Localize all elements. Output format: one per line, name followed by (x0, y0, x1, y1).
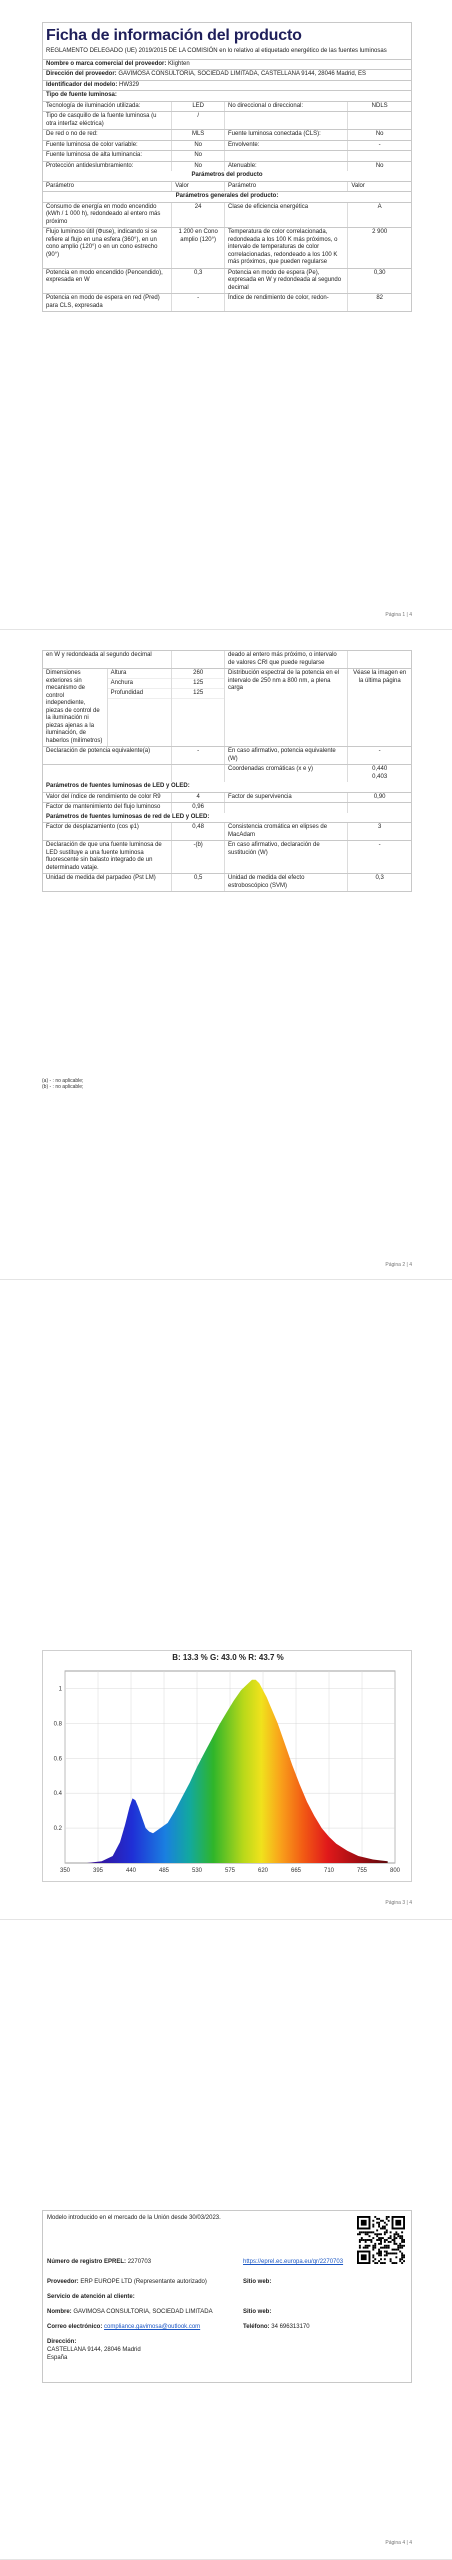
x-tick-label: 530 (191, 1868, 203, 1874)
type-row (43, 130, 411, 141)
param-label: En caso afirmativo, potencia equivalente (W) (225, 747, 348, 764)
param-label: Fuente luminosa conectada (CLS): (225, 130, 348, 140)
page-1 (0, 0, 452, 630)
light-source-type-label: Tipo de fuente luminosa: (43, 91, 411, 102)
param-value: MLS (172, 130, 225, 140)
net-params-title: Parámetros de fuentes luminosas de red de LED y OLED: (43, 813, 411, 824)
x-tick-label: 395 (92, 1868, 104, 1874)
x-tick-label: 710 (323, 1868, 335, 1874)
x-tick-label: 440 (125, 1868, 137, 1874)
net-param-row (43, 823, 411, 841)
param-value: LED (172, 102, 225, 112)
param-value: -(b) (172, 841, 225, 873)
param-value (348, 112, 411, 129)
param-value: 0,440 0,403 (372, 766, 388, 780)
dimension-values (172, 669, 225, 746)
equivalent-param-row (43, 765, 411, 782)
param-label: No direccional o direccional: (225, 102, 348, 112)
param-value (348, 803, 411, 813)
param-label: Declaración de potencia equivalente(a) (43, 747, 172, 764)
address-line-1: CASTELLANA 9144, 28046 Madrid (47, 2347, 141, 2353)
page-number-2: Página 2 | 4 (385, 1262, 412, 1268)
param-label: Potencia en modo de espera (Pe), expresada en W y redondeada al segundo decimal (225, 269, 348, 294)
params-header-row (43, 182, 411, 193)
params-continued (42, 650, 412, 892)
general-params-table (43, 203, 411, 312)
equivalent-param-row (43, 747, 411, 765)
param-label: Tipo de casquillo de la fuente luminosa (u otra interfaz eléctrica) (43, 112, 172, 129)
led-params-table (43, 793, 411, 813)
param-label: Unidad de medida del parpadeo (Pst LM) (43, 874, 172, 891)
param-value: 0,3 (172, 269, 225, 294)
spd-label: Distribución espectral de la potencia en el intervalo de 250 nm a 800 nm, a plena carga (225, 669, 348, 746)
params-section-title: Parámetros del producto (43, 171, 411, 182)
param-value: 0,96 (172, 803, 225, 813)
type-row (43, 151, 411, 162)
x-tick-label: 800 (389, 1868, 401, 1874)
param-label: Envolvente: (225, 141, 348, 151)
param-value: 24 (172, 203, 225, 228)
registry-box (42, 2210, 412, 2383)
page-number-3: Página 3 | 4 (385, 1900, 412, 1906)
param-label: Fuente luminosa de alta luminancia: (43, 151, 172, 161)
type-row (43, 162, 411, 172)
param-value: 82 (376, 295, 383, 301)
footnote-b: (b) - : no aplicable; (42, 1084, 84, 1091)
type-table (43, 102, 411, 172)
led-param-row (43, 793, 411, 804)
param-label: Clase de eficiencia energética (225, 203, 348, 228)
param-value: - (378, 141, 381, 148)
led-params-title: Parámetros de fuentes luminosas de LED y OLED: (43, 782, 411, 793)
standby-cont-label: en W y redondeada al segundo decimal (43, 651, 172, 668)
name-value: GAVIMOSA CONSULTORIA, SOCIEDAD LIMITADA (73, 2309, 213, 2315)
supplier-name-value: Klighten (168, 60, 190, 67)
param-label: De red o no de red: (43, 130, 172, 140)
page-title: Ficha de información del producto (46, 27, 302, 44)
page-number-1: Página 1 | 4 (385, 612, 412, 618)
param-label: Atenuable: (225, 162, 348, 172)
general-param-row (43, 228, 411, 269)
param-value: No (172, 162, 225, 172)
dimension-name: Altura (108, 669, 172, 679)
standby-continued-row (43, 651, 411, 669)
y-tick-label: 0.2 (53, 1826, 62, 1833)
dimension-value: 260 (172, 669, 224, 679)
chart-svg (43, 1651, 413, 1883)
param-label: Consistencia cromática en elipses de MacAdam (225, 823, 348, 840)
general-param-row (43, 203, 411, 229)
param-value (172, 765, 225, 782)
qr-code-icon[interactable] (357, 2216, 405, 2264)
y-tick-label: 1 (58, 1686, 62, 1693)
param-label: Valor del índice de rendimiento de color R9 (43, 793, 172, 803)
param-value: - (172, 294, 225, 311)
web-label-2: Sitio web: (243, 2309, 272, 2315)
param-value: / (172, 112, 225, 129)
col-param-header: Parámetro (43, 182, 172, 192)
param-value: 0,3 (375, 875, 384, 881)
chart-title: B: 13.3 % G: 43.0 % R: 43.7 % (172, 1653, 284, 1662)
supplier-name-label: Nombre o marca comercial del proveedor: (46, 60, 167, 67)
product-info-sheet (42, 22, 412, 312)
param-label: Temperatura de color correlacionada, redondeada a los 100 K más próximos, o intervalo de temperaturas de color correlacionadas, redondeado a los 100 K más próximos, que pueden regularse (225, 228, 348, 268)
x-tick-label: 665 (290, 1868, 302, 1874)
param-label: Coordenadas cromáticas (x e y) (225, 765, 348, 782)
web-label-1: Sitio web: (243, 2279, 272, 2285)
address-line-2: España (47, 2355, 68, 2361)
address-label: Dirección: (47, 2339, 77, 2345)
net-param-row (43, 841, 411, 874)
param-value (348, 151, 411, 161)
param-value: - (378, 842, 381, 848)
led-param-row (43, 803, 411, 813)
net-param-row (43, 874, 411, 891)
type-row (43, 102, 411, 113)
provider-value: ERP EUROPE LTD (Representante autorizado) (80, 2279, 207, 2285)
page-number-4: Página 4 | 4 (385, 2540, 412, 2546)
y-tick-label: 0.8 (53, 1721, 62, 1728)
net-params-table (43, 823, 411, 891)
param-label (43, 765, 172, 782)
dimension-name: Anchura (108, 679, 172, 689)
param-label: Factor de desplazamiento (cos φ1) (43, 823, 172, 840)
param-value: - (172, 747, 225, 764)
service-label: Servicio de atención al cliente: (47, 2294, 135, 2300)
provider-label: Proveedor: (47, 2279, 79, 2285)
param-label: Consumo de energía en modo encendido (kWh / 1 000 h), redondeado al entero más próximo (43, 203, 172, 228)
x-tick-label: 485 (158, 1868, 170, 1874)
param-value: No (375, 162, 384, 169)
param-value: No (375, 131, 384, 137)
dimension-value: 125 (172, 689, 224, 699)
model-id-value: HW329 (119, 81, 140, 88)
footnote-a: (a) - : no aplicable; (42, 1078, 84, 1084)
param-value: 4 (172, 793, 225, 803)
param-value: A (377, 203, 382, 210)
col-param-header-2: Parámetro (225, 182, 348, 192)
param-value: 0,5 (172, 874, 225, 891)
param-label: Protección antideslumbramiento: (43, 162, 172, 172)
param-label: Declaración de que una fuente luminosa de LED sustituye a una fuente luminosa fluorescente sin balasto integrado de un determinado vataje. (43, 841, 172, 873)
param-label: Factor de supervivencia (225, 793, 348, 803)
supplier-address-row (43, 70, 411, 81)
type-row (43, 141, 411, 152)
param-label: Fuente luminosa de color variable: (43, 141, 172, 151)
y-tick-label: 0.4 (53, 1791, 62, 1798)
param-label (225, 112, 348, 129)
param-label: En caso afirmativo, declaración de sustitución (W) (225, 841, 348, 873)
name-label: Nombre: (47, 2309, 72, 2315)
email-link[interactable]: compliance.gavimosa@outlook.com (104, 2324, 201, 2330)
supplier-name-row (43, 60, 411, 71)
param-label: Flujo luminoso útil (Φuse), indicando si se refiere al flujo en una esfera (360°), en un cono amplio (120°) o en un cono estrecho (90°) (43, 228, 172, 268)
type-row (43, 112, 411, 130)
param-value: 0,30 (373, 269, 386, 276)
page-2 (0, 630, 452, 1280)
dimensions-row (43, 669, 411, 747)
param-value: 0,90 (373, 793, 386, 800)
param-label: Potencia en modo de espera en red (Pred) para CLS, expresada (43, 294, 172, 311)
x-tick-label: 575 (224, 1868, 236, 1874)
dimension-value: 125 (172, 679, 224, 689)
phone-value: 34 696313170 (271, 2324, 310, 2330)
param-value: NDLS (371, 102, 388, 109)
col-value-header-2: Valor (351, 182, 365, 189)
eprel-value: 2270703 (127, 2259, 152, 2265)
param-label: Potencia en modo encendido (Pencendido), expresada en W (43, 269, 172, 294)
x-tick-label: 620 (257, 1868, 269, 1874)
param-value: No (172, 151, 225, 161)
param-label: Índice de rendimiento de color, redon- (225, 294, 348, 311)
model-id-label: Identificador del modelo: (46, 81, 118, 88)
col-value-header: Valor (172, 182, 225, 192)
param-value: 1 200 en Cono amplio (120°) (172, 228, 225, 268)
dimensions-label: Dimensiones exteriores sin mecanismo de control independiente, piezas de control de la iluminación ni piezas ajenas a la iluminación, de haberlos (milímetros) (43, 669, 108, 746)
market-intro: Modelo introducido en el mercado de la Unión desde 30/03/2023. (47, 2215, 221, 2221)
param-value: No (172, 141, 225, 151)
general-param-row (43, 269, 411, 295)
eprel-label: Número de registro EPREL: (47, 2259, 127, 2265)
general-params-title: Parámetros generales del producto: (43, 192, 411, 203)
param-value: 2 900 (372, 229, 388, 235)
general-param-row (43, 294, 411, 311)
x-tick-label: 350 (59, 1868, 71, 1874)
supplier-address-value: GAVIMOSA CONSULTORIA, SOCIEDAD LIMITADA, CASTELLANA 9144, 28046 Madrid, ES (118, 71, 367, 77)
spectral-power-chart (42, 1650, 412, 1882)
param-label: Tecnología de iluminación utilizada: (43, 102, 172, 112)
email-label: Correo electrónico: (47, 2324, 103, 2330)
x-tick-label: 755 (356, 1868, 368, 1874)
cri-cont-label: deado al entero más próximo, o intervalo de valores CRI que puede regularse (225, 651, 348, 668)
param-label: Unidad de medida del efecto estroboscópico (SVM) (225, 874, 348, 891)
dimension-name: Profundidad (108, 689, 172, 699)
param-value: - (378, 748, 381, 754)
equivalent-power-table (43, 747, 411, 782)
regulation-text: REGLAMENTO DELEGADO (UE) 2019/2015 DE LA COMISIÓN en lo relativo al etiquetado energético de las fuentes luminosas (43, 47, 411, 60)
model-id-row (43, 81, 411, 92)
phone-label: Teléfono: (243, 2324, 270, 2330)
footnotes (42, 1078, 83, 1091)
param-label (225, 151, 348, 161)
dimension-names (108, 669, 173, 746)
spd-value: Véase la imagen en la última página (353, 670, 407, 684)
eprel-link[interactable]: https://eprel.ec.europa.eu/qr/2270703 (243, 2259, 344, 2265)
param-label (225, 803, 348, 813)
param-value: 3 (377, 824, 382, 830)
y-tick-label: 0.6 (53, 1756, 62, 1763)
param-value: 0,48 (172, 823, 225, 840)
param-label: Factor de mantenimiento del flujo luminoso (43, 803, 172, 813)
supplier-address-label: Dirección del proveedor: (46, 71, 117, 77)
